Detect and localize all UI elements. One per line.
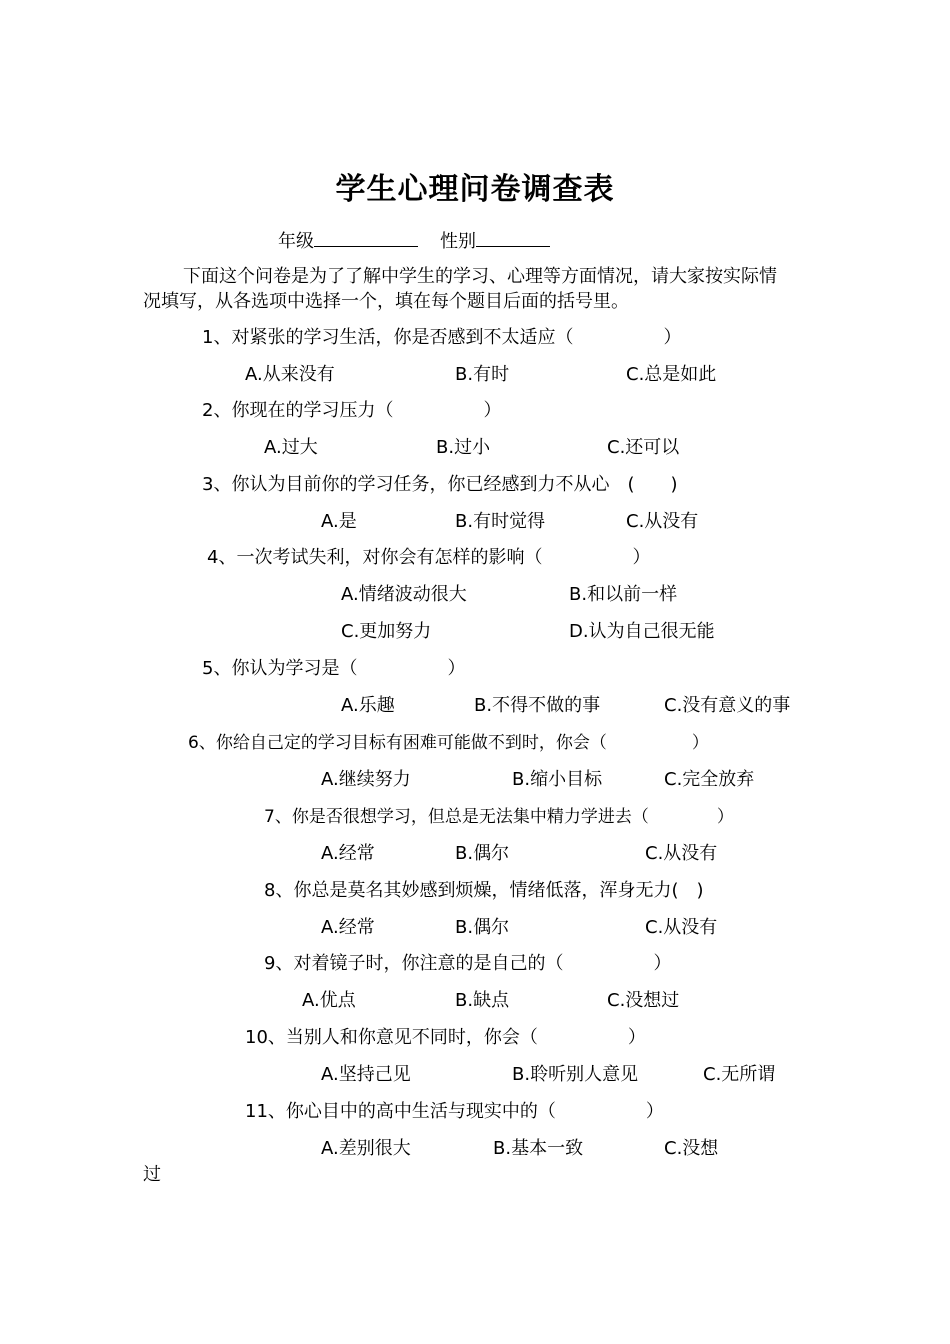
option-9a[interactable]: A.优点	[302, 990, 356, 1011]
page-title: 学生心理问卷调查表	[335, 172, 615, 207]
option-5c[interactable]: C.没有意义的事	[664, 695, 791, 716]
option-11b[interactable]: B.基本一致	[493, 1138, 584, 1159]
option-4b[interactable]: B.和以前一样	[569, 584, 678, 605]
question-9: 9、对着镜子时，你注意的是自己的（ ）	[264, 953, 672, 974]
grade-label: 年级	[278, 231, 314, 252]
question-4: 4、一次考试失利，对你会有怎样的影响（ ）	[207, 547, 651, 568]
gender-label: 性别	[440, 231, 476, 252]
option-8c[interactable]: C.从没有	[645, 917, 718, 938]
question-1: 1、对紧张的学习生活，你是否感到不太适应（ ）	[202, 327, 682, 348]
option-8a[interactable]: A.经常	[321, 917, 375, 938]
question-3: 3、你认为目前你的学习任务，你已经感到力不从心 ( )	[202, 474, 678, 495]
option-2a[interactable]: A.过大	[264, 437, 318, 458]
option-5b[interactable]: B.不得不做的事	[474, 695, 601, 716]
option-4c[interactable]: C.更加努力	[341, 621, 432, 642]
option-10a[interactable]: A.坚持己见	[321, 1064, 411, 1085]
question-6: 6、你给自己定的学习目标有困难可能做不到时，你会（ ）	[188, 733, 709, 753]
option-6a[interactable]: A.继续努力	[321, 769, 411, 790]
option-5a[interactable]: A.乐趣	[341, 695, 395, 716]
option-7a[interactable]: A.经常	[321, 843, 375, 864]
option-10c[interactable]: C.无所谓	[703, 1064, 776, 1085]
option-11c[interactable]: C.没想	[664, 1138, 719, 1159]
option-8b[interactable]: B.偶尔	[455, 917, 510, 938]
option-7c[interactable]: C.从没有	[645, 843, 718, 864]
option-11a[interactable]: A.差别很大	[321, 1138, 411, 1159]
option-6c[interactable]: C.完全放弃	[664, 769, 755, 790]
option-7b[interactable]: B.偶尔	[455, 843, 510, 864]
trailing-text: 过	[143, 1164, 161, 1185]
option-2b[interactable]: B.过小	[436, 437, 491, 458]
question-10: 10、当别人和你意见不同时，你会（ ）	[245, 1027, 646, 1048]
question-7: 7、你是否很想学习，但总是无法集中精力学进去（ ）	[264, 807, 734, 827]
option-6b[interactable]: B.缩小目标	[512, 769, 603, 790]
grade-blank[interactable]	[314, 229, 418, 247]
intro-line-1: 下面这个问卷是为了了解中学生的学习、心理等方面情况，请大家按实际情	[183, 266, 777, 287]
option-3c[interactable]: C.从没有	[626, 511, 699, 532]
option-3b[interactable]: B.有时觉得	[455, 511, 546, 532]
question-2: 2、你现在的学习压力（ ）	[202, 400, 502, 421]
intro-line-2: 况填写，从各选项中选择一个，填在每个题目后面的括号里。	[143, 291, 629, 312]
option-1a[interactable]: A.从来没有	[245, 364, 335, 385]
option-9c[interactable]: C.没想过	[607, 990, 680, 1011]
option-1c[interactable]: C.总是如此	[626, 364, 717, 385]
question-5: 5、你认为学习是（ ）	[202, 658, 466, 679]
gender-blank[interactable]	[476, 229, 550, 247]
option-1b[interactable]: B.有时	[455, 364, 510, 385]
option-3a[interactable]: A.是	[321, 511, 357, 532]
option-4a[interactable]: A.情绪波动很大	[341, 584, 467, 605]
header-line	[278, 229, 550, 253]
option-2c[interactable]: C.还可以	[607, 437, 680, 458]
option-9b[interactable]: B.缺点	[455, 990, 510, 1011]
option-4d[interactable]: D.认为自己很无能	[569, 621, 715, 642]
question-8: 8、你总是莫名其妙感到烦燥，情绪低落，浑身无力( )	[264, 880, 704, 901]
question-11: 11、你心目中的高中生活与现实中的（ ）	[245, 1101, 664, 1122]
option-10b[interactable]: B.聆听别人意见	[512, 1064, 639, 1085]
